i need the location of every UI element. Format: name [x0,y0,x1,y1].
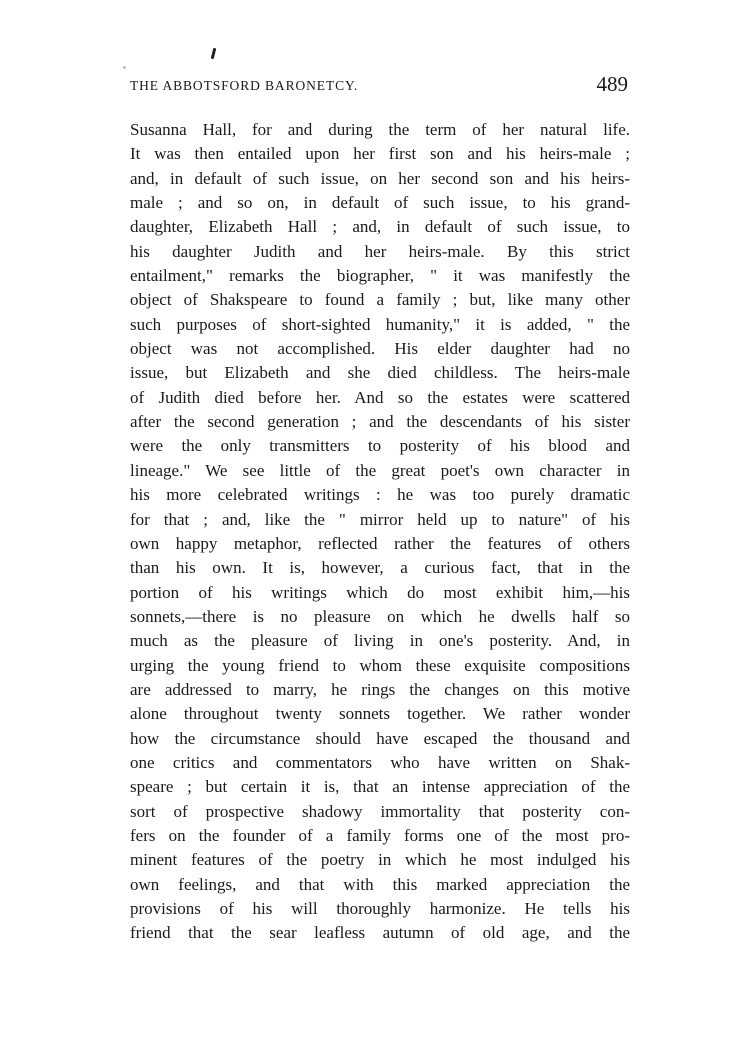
text-line: own happy metaphor, reflected rather the features of others [130,533,630,553]
text-line: are addressed to marry, he rings the changes on this motive [130,679,630,699]
page-number: 489 [596,72,628,96]
text-line: alone throughout twenty sonnets together. We rather wonder [130,704,630,724]
body-text [130,118,630,946]
text-line: and, in default of such issue, on her second son and his heirs- [130,168,630,188]
text-line: of Judith died before her. And so the estates were scattered [130,387,630,407]
text-line: one critics and commentators who have written on Shak- [130,752,630,772]
text-line: fers on the founder of a family forms one of the most pro- [130,825,630,845]
running-head: THE ABBOTSFORD BARONETCY. [130,78,359,93]
text-line: such purposes of short-sighted humanity," it is added, " the [130,314,630,334]
text-line: object was not accomplished. His elder daughter had no [130,339,630,359]
text-line: much as the pleasure of living in one's posterity. And, in [130,631,630,651]
text-line: Susanna Hall, for and during the term of her natural life. [130,120,630,139]
text-line: sort of prospective shadowy immortality that posterity con- [130,801,630,821]
text-line: lineage." We see little of the great poet's own character in [130,460,630,480]
text-line: his more celebrated writings : he was too purely dramatic [130,485,630,505]
text-line: object of Shakspeare to found a family ; but, like many other [130,290,630,310]
text-line: portion of his writings which do most exhibit him,—his [130,582,630,602]
text-line: friend that the sear leafless autumn of old age, and the [130,923,630,943]
text-line: speare ; but certain it is, that an intense appreciation of the [130,777,630,797]
text-line: own feelings, and that with this marked appreciation the [130,874,630,894]
text-line: his daughter Judith and her heirs-male. By this strict [130,241,630,261]
text-line: It was then entailed upon her first son and his heirs-male ; [130,144,630,164]
text-line: for that ; and, like the " mirror held up to nature" of his [130,509,630,529]
text-line: provisions of his will thoroughly harmonize. He tells his [130,899,630,918]
text-line: than his own. It is, however, a curious fact, that in the [130,558,630,578]
text-line: urging the young friend to whom these exquisite compositions [130,655,630,675]
text-line: minent features of the poetry in which he most indulged his [130,850,630,870]
text-line: daughter, Elizabeth Hall ; and, in default of such issue, to [130,217,630,237]
text-line: entailment," remarks the biographer, " it was manifestly the [130,266,630,286]
text-line: male ; and so on, in default of such issue, to his grand- [130,193,630,213]
text-line: were the only transmitters to posterity of his blood and [130,436,630,456]
ink-mark [211,48,217,59]
text-line: issue, but Elizabeth and she died childless. The heirs-male [130,363,630,383]
text-line: sonnets,—there is no pleasure on which he dwells half so [130,606,630,626]
text-line: after the second generation ; and the descendants of his sister [130,412,630,432]
text-line: how the circumstance should have escaped the thousand and [130,728,630,748]
paper-speck [123,66,126,69]
page-header [0,74,630,100]
